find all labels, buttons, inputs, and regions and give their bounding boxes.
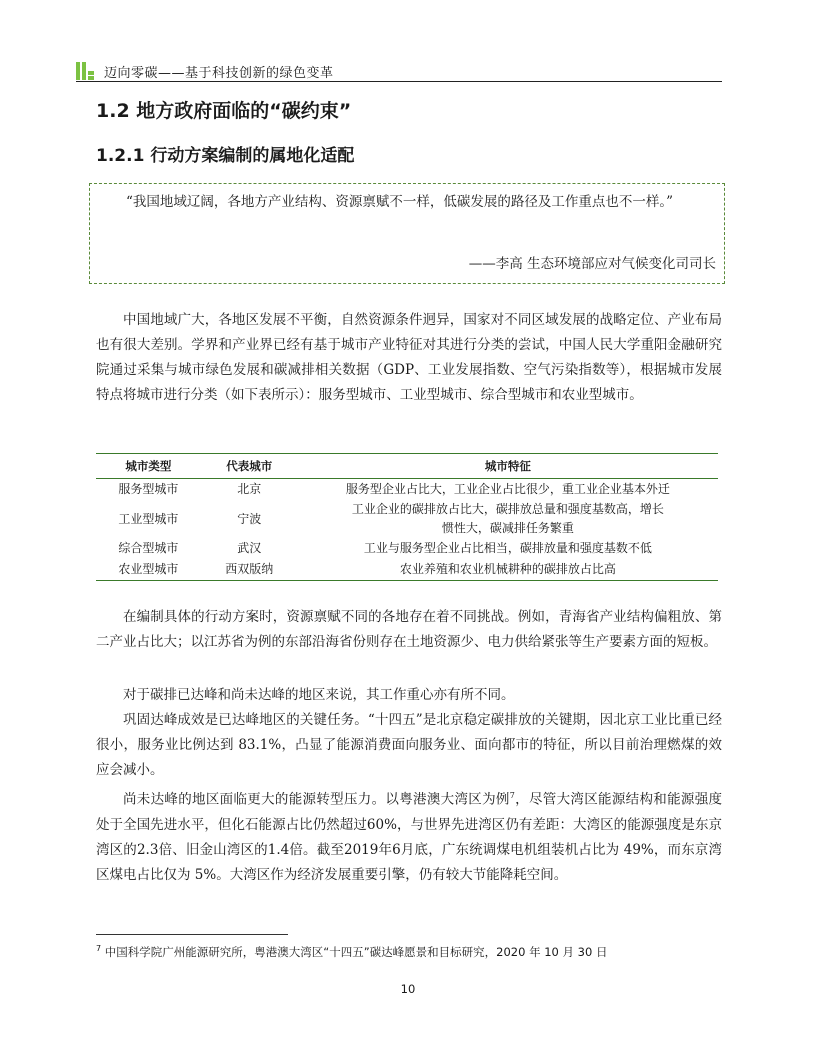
table-cell: 服务型企业占比大，工业企业占比很少，重工业企业基本外迁 [345,482,670,496]
paragraph-greater-bay [96,783,722,888]
table-cell: 工业企业的碳排放占比大，碳排放总量和强度基数高，增长惯性大，碳减排任务繁重 [351,502,664,535]
table-cell: 综合型城市 [118,541,179,555]
footnote-divider [96,934,288,935]
subsection-title: 1.2.1 行动方案编制的属地化适配 [96,146,355,166]
table-cell: 农业养殖和农业机械耕种的碳排放占比高 [298,559,718,581]
table-cell: 宁波 [237,511,262,526]
table-cell: 农业型城市 [96,559,201,581]
table-cell: 西双版纳 [201,559,298,581]
paragraph-text: ，尽管大湾区能源结构和能源强度处于全国先进水平，但化石能源占比仍然超过60%，与世界先进湾区仍有差距：大湾区的能源强度是东京湾区的2.3倍、旧金山湾区的1.4倍。截至2019年6月底，广东统调煤电机组装机占比为 49%，而东京湾区煤电占比仅为 5%。大湾区作为经济发展重要引擎，仍有较大节能降耗空间。 [96,791,723,883]
table-header-cell: 城市特征 [298,454,718,479]
page-header [76,60,722,82]
page-number: 10 [400,982,416,996]
paragraph-text: 尚未达峰的地区面临更大的能源转型压力。以粤港澳大湾区为例 [123,791,510,808]
quote-text: “我国地域辽阔，各地方产业结构、资源禀赋不一样，低碳发展的路径及工作重点也不一样。” [126,194,674,210]
table-cell: 北京 [237,482,262,496]
table-header-cell: 代表城市 [201,454,298,479]
table-cell: 工业型城市 [118,511,179,526]
table-row [96,479,718,501]
table-row [96,500,718,538]
header-divider [76,81,722,82]
paragraph-challenges: 在编制具体的行动方案时，资源禀赋不同的各地存在着不同挑战。例如，青海省产业结构偏粗放、第二产业占比大；以江苏省为例的东部沿海省份则存在土地资源少、电力供给紧张等生产要素方面的短板。 [96,609,722,650]
table-row [96,559,718,581]
city-classification-table [96,453,718,581]
paragraph-peak-status: 对于碳排已达峰和尚未达峰的地区来说，其工作重心亦有所不同。 [123,687,515,703]
paragraph-beijing: 巩固达峰成效是已达峰地区的关键任务。“十四五”是北京稳定碳排放的关键期，因北京工业比重已经很小，服务业比例达到 83.1%，凸显了能源消费面向服务业、面向都市的特征，所以目前治理燃煤的效应会减小。 [96,712,722,778]
table-cell: 服务型城市 [118,482,179,496]
footnote [96,944,607,960]
paragraph-intro: 中国地域广大，各地区发展不平衡，自然资源条件迥异，国家对不同区域发展的战略定位、产业布局也有很大差别。学界和产业界已经有基于城市产业特征对其进行分类的尝试，中国人民大学重阳金融研究院通过采集与城市绿色发展和碳减排相关数据（GDP、工业发展指数、空气污染指数等），根据城市发展特点将城市进行分类（如下表所示）：服务型城市、工业型城市、综合型城市和农业型城市。 [96,312,722,403]
table-cell: 工业与服务型企业占比相当，碳排放量和强度基数不低 [363,541,652,555]
quote-attribution: ——李高 生态环境部应对气候变化司司长 [468,256,716,272]
footnote-mark: 7 [96,944,102,954]
brand-logo-icon [76,62,94,80]
footnote-text: 中国科学院广州能源研究所，粤港澳大湾区“十四五”碳达峰愿景和目标研究，2020 年 10 月 30 日 [104,945,608,959]
table-header-cell: 城市类型 [96,454,201,479]
header-title: 迈向零碳——基于科技创新的绿色变革 [104,66,334,81]
footnote-ref[interactable]: 7 [509,791,515,800]
table-cell: 武汉 [237,541,262,555]
table-header-row [96,454,718,479]
quote-box [89,183,725,284]
table-row [96,538,718,559]
section-title: 1.2 地方政府面临的“碳约束” [96,100,352,122]
